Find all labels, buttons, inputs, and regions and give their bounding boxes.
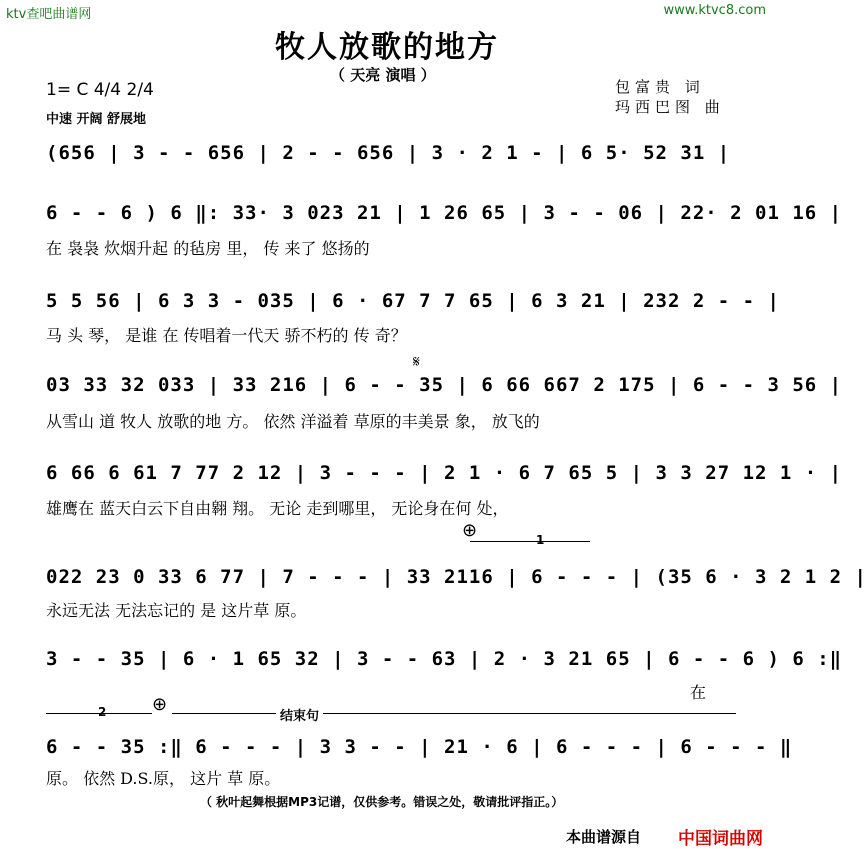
tempo-marking: 中速 开阔 舒展地	[46, 112, 147, 127]
score-row-2-notes: 6 - - 6 ) 6 ‖: 33· 3 023 21 | 1 26 65 | 3 - - 06 | 22· 2 01 16 |	[46, 202, 843, 224]
coda-section-line	[172, 713, 736, 714]
score-row-3-notes: 5 5 56 | 6 3 3 - 035 | 6 · 67 7 7 65 | 6 3 21 | 232 2 - - |	[46, 290, 780, 312]
score-row-6-lyrics: 永远无法 无法忘记的 是 这片草 原。	[46, 601, 307, 620]
song-title: 牧人放歌的地方	[275, 30, 499, 65]
source-brand: 中国词曲网	[678, 829, 763, 849]
score-row-7-lyrics: 在	[690, 683, 707, 702]
source-label: 本曲谱源自	[566, 828, 642, 846]
ending-1-label: 1	[536, 533, 545, 547]
score-row-2-lyrics: 在 袅袅 炊烟升起 的毡房 里， 传 来了 悠扬的	[46, 239, 370, 258]
key-signature: 1= C 4/4 2/4	[46, 80, 154, 100]
watermark-left: ktv查吧曲谱网	[6, 7, 92, 22]
segno-icon: 𝄋	[413, 352, 420, 371]
coda-section-label: 结束句	[276, 705, 323, 724]
score-row-6-notes: 022 23 0 33 6 77 | 7 - - - | 33 2116 | 6 - - - | (35 6 · 3 2 1 2 |	[46, 566, 867, 588]
score-row-4-lyrics: 从雪山 道 牧人 放歌的地 方。 依然 洋溢着 草原的丰美景 象， 放飞的	[46, 412, 540, 431]
coda-icon: ⊕	[462, 520, 478, 541]
score-row-7-notes: 3 - - 35 | 6 · 1 65 32 | 3 - - 63 | 2 · 3 21 65 | 6 - - 6 ) 6 :‖	[46, 648, 843, 670]
coda-icon-2: ⊕	[152, 694, 168, 715]
score-row-8-notes: 6 - - 35 :‖ 6 - - - | 3 3 - - | 21 · 6 | 6 - - - | 6 - - - ‖	[46, 736, 793, 758]
ending-1-line	[470, 541, 590, 542]
score-row-8-lyrics: 原。 依然 D.S.原， 这片 草 原。	[46, 769, 281, 788]
ending-2-label: 2	[98, 705, 107, 719]
score-row-4-notes: 03 33 32 033 | 33 216 | 6 - - 35 | 6 66 667 2 175 | 6 - - 3 56 |	[46, 374, 843, 396]
score-row-3-lyrics: 马 头 琴， 是谁 在 传唱着一代天 骄不朽的 传 奇？	[46, 326, 407, 345]
transcription-note: （ 秋叶起舞根据MP3记谱，仅供参考。错误之处，敬请批评指正。）	[200, 795, 564, 809]
watermark-right: www.ktvc8.com	[663, 3, 766, 18]
composer-credit: 玛西巴图 曲	[615, 98, 725, 116]
lyricist-credit: 包富贵 词	[615, 78, 705, 96]
singer-credit: （ 天亮 演唱 ）	[330, 66, 436, 84]
score-row-5-lyrics: 雄鹰在 蓝天白云下自由翱 翔。 无论 走到哪里， 无论身在何 处，	[46, 499, 509, 518]
score-row-5-notes: 6 66 6 61 7 77 2 12 | 3 - - - | 2 1 · 6 7 65 5 | 3 3 27 12 1 · |	[46, 462, 843, 484]
score-row-1-notes: (656 | 3 - - 656 | 2 - - 656 | 3 · 2 1 - | 6 5· 52 31 |	[46, 142, 731, 164]
